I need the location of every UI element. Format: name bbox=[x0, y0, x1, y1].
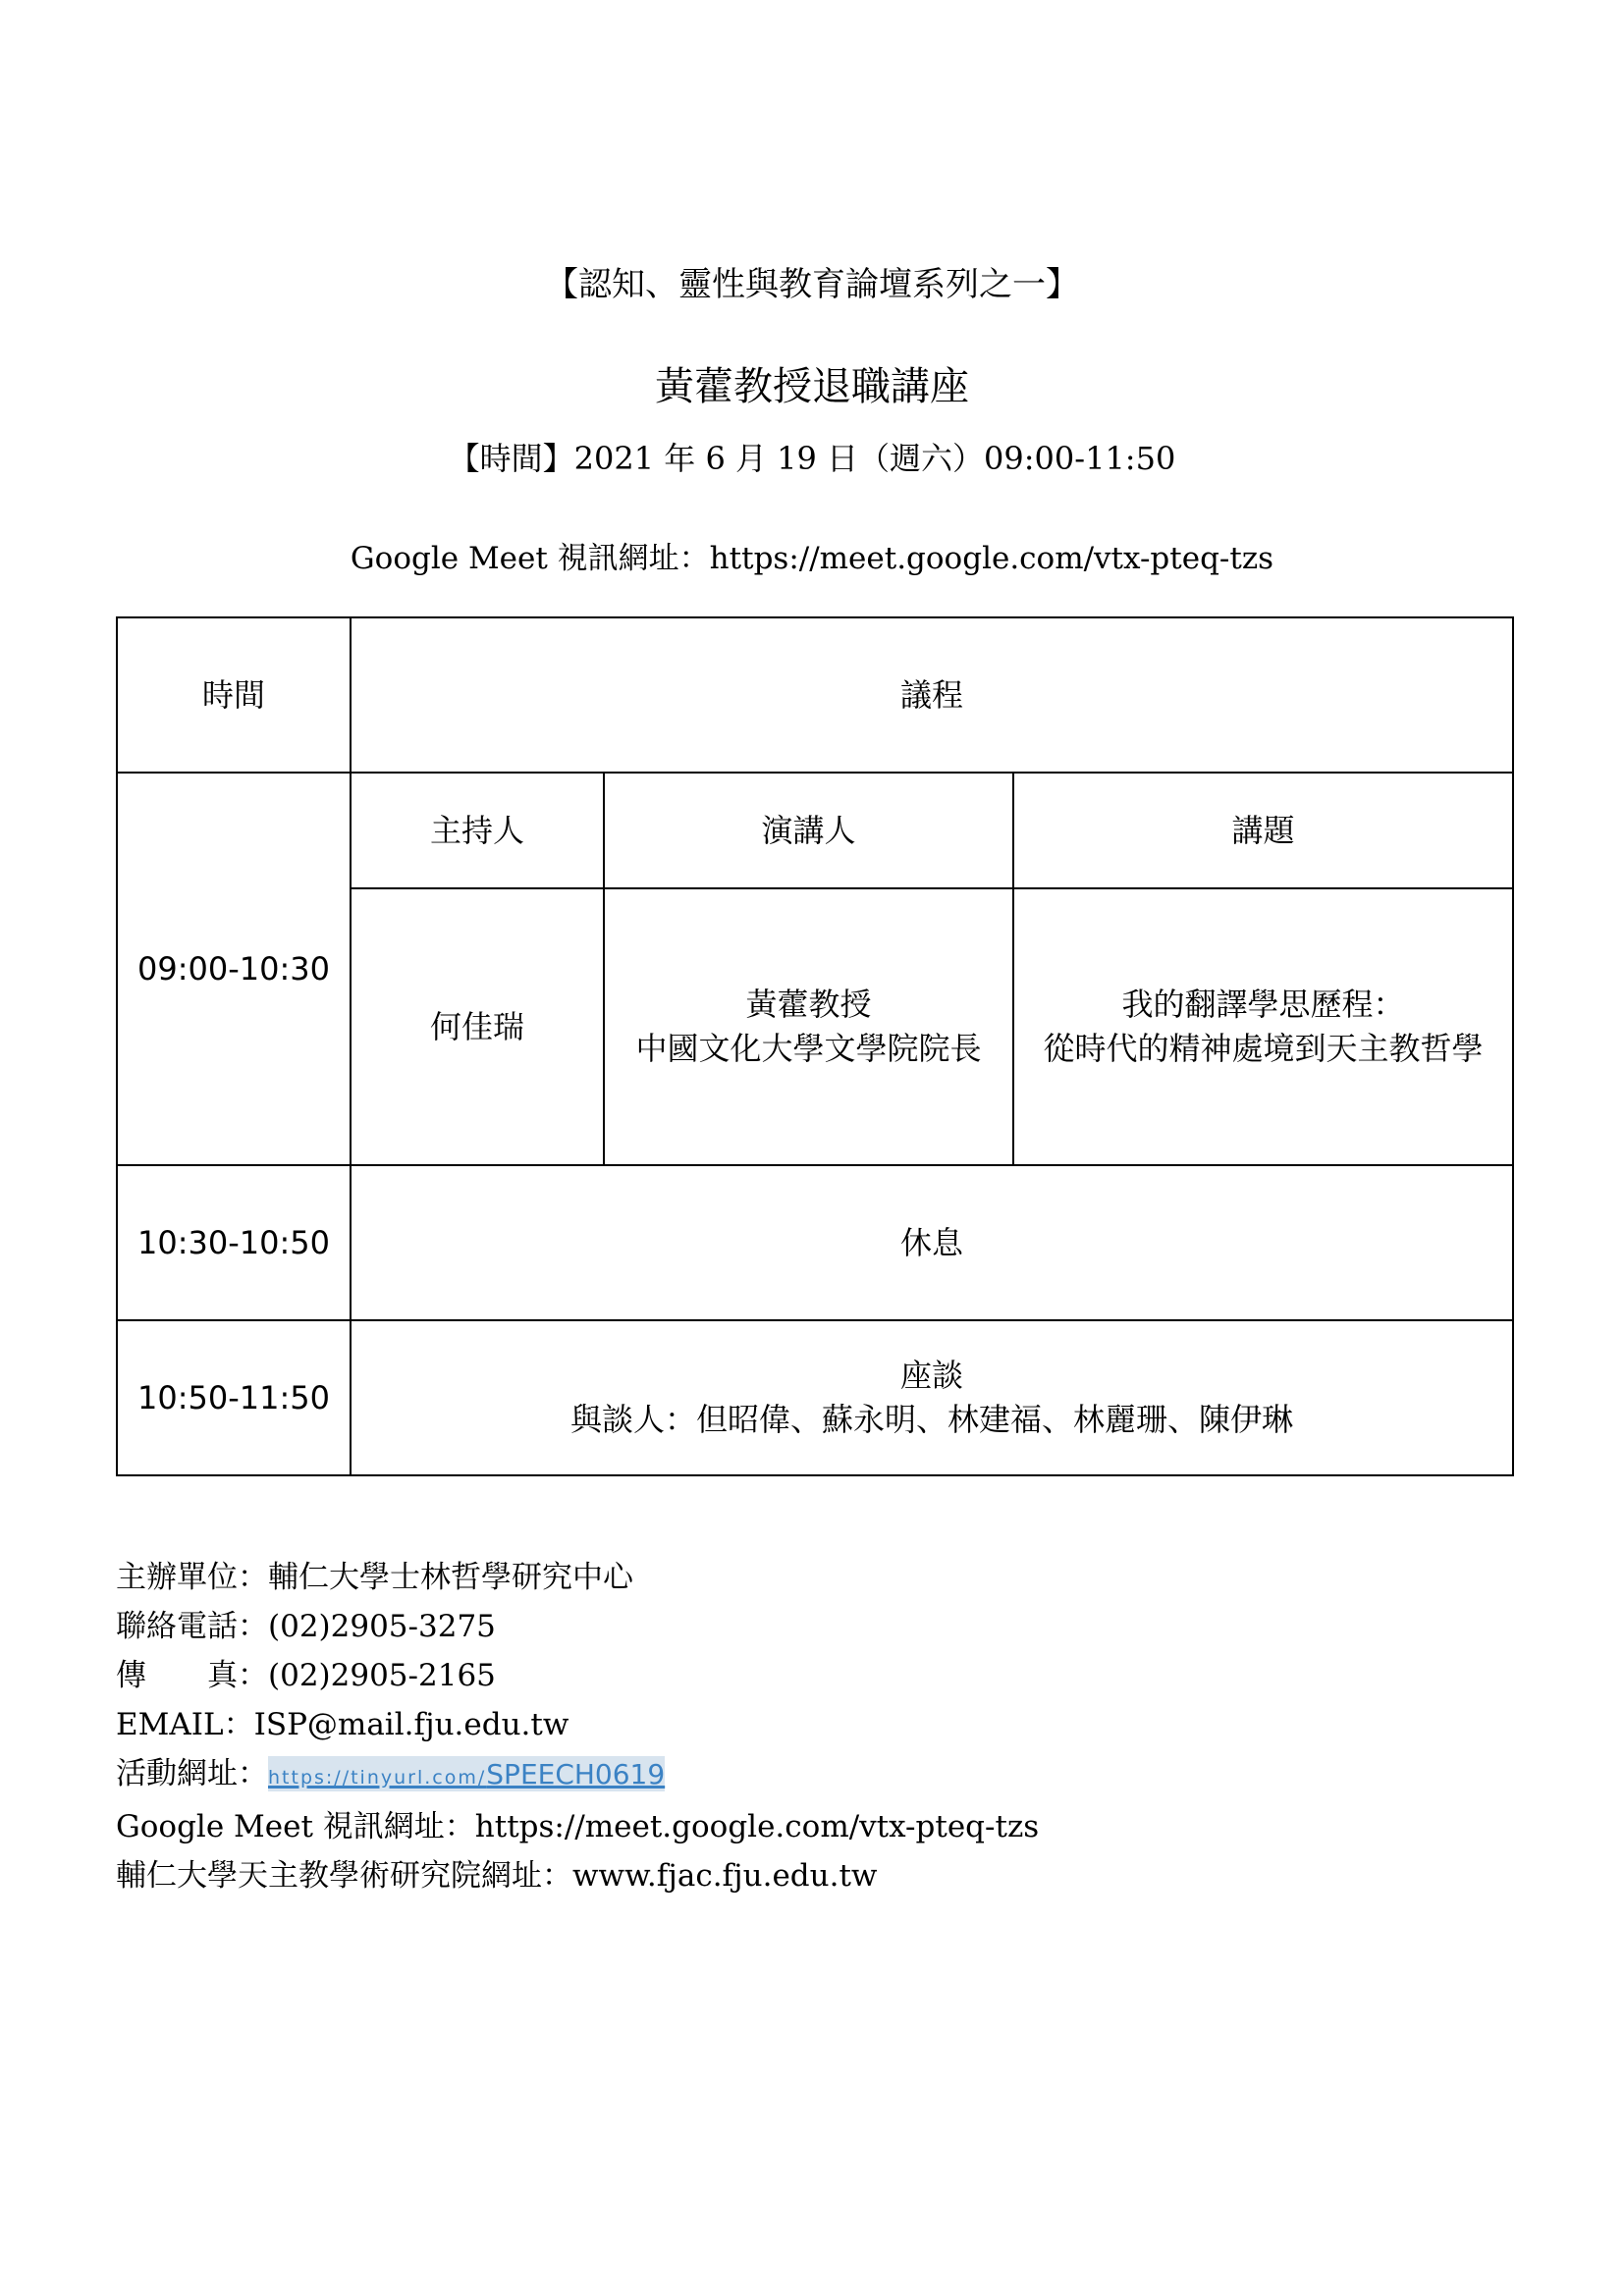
event-url bbox=[116, 1749, 1039, 1802]
break-time: 10:30-10:50 bbox=[117, 1165, 351, 1320]
table-subheader-row bbox=[117, 773, 1513, 888]
subheader-speaker: 演講人 bbox=[604, 773, 1013, 888]
panel-members: 與談人：但昭偉、蘇永明、林建福、林麗珊、陳伊琳 bbox=[570, 1401, 1294, 1438]
subheader-topic: 講題 bbox=[1013, 773, 1513, 888]
panel-label: 座談 bbox=[900, 1357, 964, 1395]
agenda-table bbox=[116, 616, 1514, 1476]
meet-link-header: Google Meet 視訊網址：https://meet.google.com/vtx-pteq-tzs bbox=[350, 541, 1274, 576]
break-label: 休息 bbox=[351, 1165, 1513, 1320]
topic-line-1: 我的翻譯學思歷程： bbox=[1121, 986, 1405, 1024]
contact-info bbox=[116, 1553, 1039, 1900]
speaker-affiliation: 中國文化大學文學院院長 bbox=[635, 1030, 982, 1067]
panel-time: 10:50-11:50 bbox=[117, 1320, 351, 1475]
subheader-host: 主持人 bbox=[351, 773, 604, 888]
series-title: 【認知、靈性與教育論壇系列之一】 bbox=[545, 265, 1079, 304]
phone: 聯絡電話：(02)2905-3275 bbox=[116, 1609, 496, 1644]
event-url-link[interactable]: https://tinyurl.com/SPEECH0619 bbox=[268, 1758, 666, 1790]
institute-site: 輔仁大學天主教學術研究院網址：www.fjac.fju.edu.tw bbox=[116, 1858, 878, 1894]
meet-link-footer: Google Meet 視訊網址：https://meet.google.com/vtx-pteq-tzs bbox=[116, 1809, 1040, 1844]
table-row bbox=[117, 1165, 1513, 1320]
session1-host: 何佳瑞 bbox=[351, 888, 604, 1165]
email: EMAIL：ISP@mail.fju.edu.tw bbox=[116, 1707, 569, 1742]
session1-speaker bbox=[604, 888, 1013, 1165]
lecture-title: 黃藿教授退職講座 bbox=[655, 364, 969, 409]
speaker-name: 黃藿教授 bbox=[745, 986, 872, 1024]
session1-time: 09:00-10:30 bbox=[117, 773, 351, 1165]
session1-topic bbox=[1013, 888, 1513, 1165]
topic-line-2: 從時代的精神處境到天主教哲學 bbox=[1043, 1030, 1484, 1067]
panel-cell bbox=[351, 1320, 1513, 1475]
header-time: 時間 bbox=[117, 617, 351, 773]
table-header-row bbox=[117, 617, 1513, 773]
event-url-label: 活動網址： bbox=[116, 1756, 268, 1791]
table-row bbox=[117, 1320, 1513, 1475]
event-time: 【時間】2021 年 6 月 19 日（週六）09:00-11:50 bbox=[448, 440, 1176, 477]
header-agenda: 議程 bbox=[351, 617, 1513, 773]
fax: 傳 真：(02)2905-2165 bbox=[116, 1658, 496, 1693]
organizer: 主辦單位：輔仁大學士林哲學研究中心 bbox=[116, 1560, 633, 1595]
